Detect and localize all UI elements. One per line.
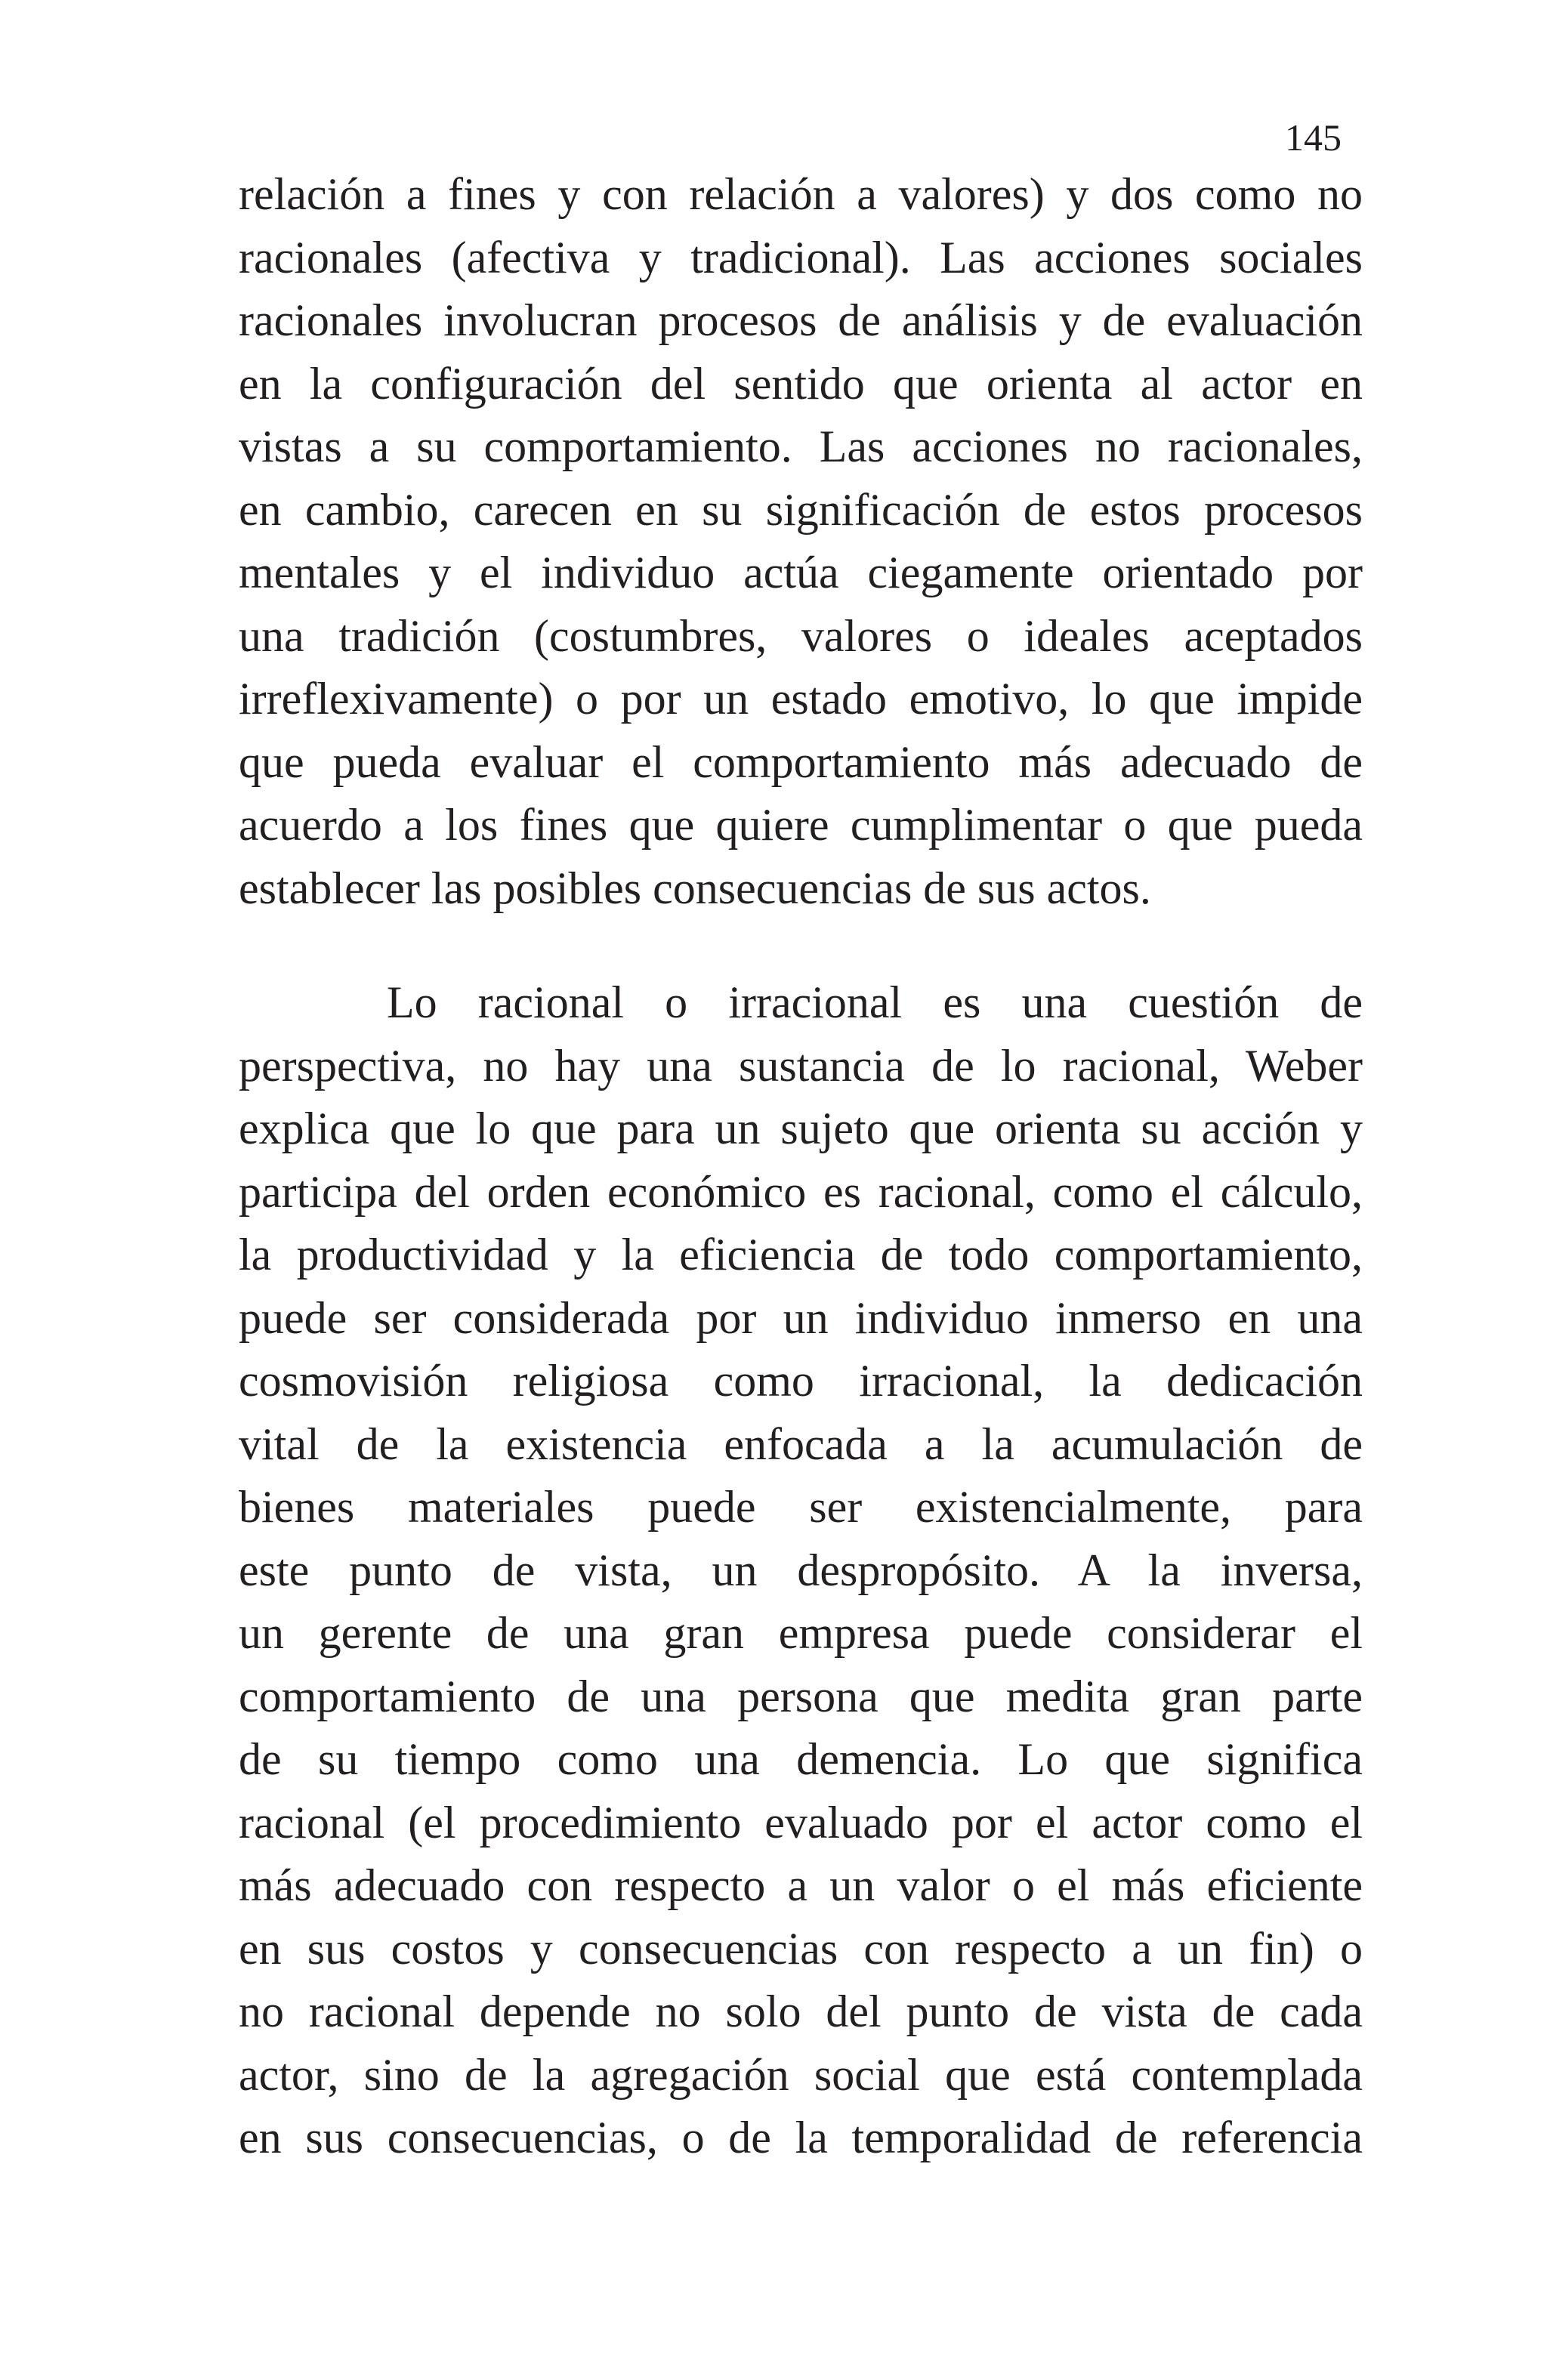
text-line: participa del orden económico es racional, como el cálculo,	[239, 1166, 1363, 1217]
text-line: la productividad y la eficiencia de todo comportamiento,	[239, 1230, 1363, 1280]
text-line: en la configuración del sentido que orienta al actor en	[239, 358, 1363, 409]
text-line: bienes materiales puede ser existencialmente, para	[239, 1482, 1363, 1532]
text-line: en cambio, carecen en su significación de estos procesos	[239, 484, 1363, 535]
text-line: racional (el procedimiento evaluado por el actor como el	[239, 1797, 1363, 1848]
text-line: irreflexivamente) o por un estado emotivo, lo que impide	[239, 674, 1363, 724]
text-line: de su tiempo como una demencia. Lo que significa	[239, 1734, 1363, 1784]
text-line: perspectiva, no hay una sustancia de lo racional, Weber	[239, 1040, 1363, 1091]
text-line: una tradición (costumbres, valores o ideales aceptados	[239, 610, 1363, 661]
text-line: Lo racional o irracional es una cuestión de	[387, 977, 1363, 1027]
text-line: explica que lo que para un sujeto que orienta su acción y	[239, 1104, 1363, 1153]
text-line: en sus consecuencias, o de la temporalidad de referencia	[239, 2113, 1363, 2162]
text-line: un gerente de una gran empresa puede considerar el	[239, 1608, 1363, 1658]
text-line: actor, sino de la agregación social que está contemplada	[239, 2049, 1363, 2100]
text-line: que pueda evaluar el comportamiento más adecuado de	[239, 736, 1363, 787]
paragraph-1	[239, 163, 1363, 920]
text-line: racionales (afectiva y tradicional). Las acciones sociales	[239, 232, 1363, 282]
text-line: racionales involucran procesos de análisis y de evaluación	[239, 295, 1363, 345]
text-line: mentales y el individuo actúa ciegamente orientado por	[239, 548, 1363, 597]
text-line: en sus costos y consecuencias con respecto a un fin) o	[239, 1923, 1363, 1974]
text-line: relación a fines y con relación a valores) y dos como no	[239, 169, 1363, 219]
text-line: vistas a su comportamiento. Las acciones no racionales,	[239, 421, 1363, 471]
text-line: comportamiento de una persona que medita gran parte	[239, 1671, 1363, 1721]
text-line: establecer las posibles consecuencias de sus actos.	[239, 863, 1151, 913]
text-line: este punto de vista, un despropósito. A la inversa,	[239, 1545, 1363, 1595]
text-line: acuerdo a los fines que quiere cumplimentar o que pueda	[239, 800, 1363, 850]
text-line: no racional depende no solo del punto de vista de cada	[239, 1986, 1363, 2036]
text-line: puede ser considerada por un individuo inmerso en una	[239, 1292, 1363, 1343]
text-line: cosmovisión religiosa como irracional, la dedicación	[239, 1356, 1363, 1406]
page-number: 145	[1285, 116, 1342, 159]
text-line: más adecuado con respecto a un valor o el más eficiente	[239, 1860, 1363, 1910]
text-line: vital de la existencia enfocada a la acumulación de	[239, 1418, 1363, 1469]
paragraph-2	[239, 971, 1363, 2170]
